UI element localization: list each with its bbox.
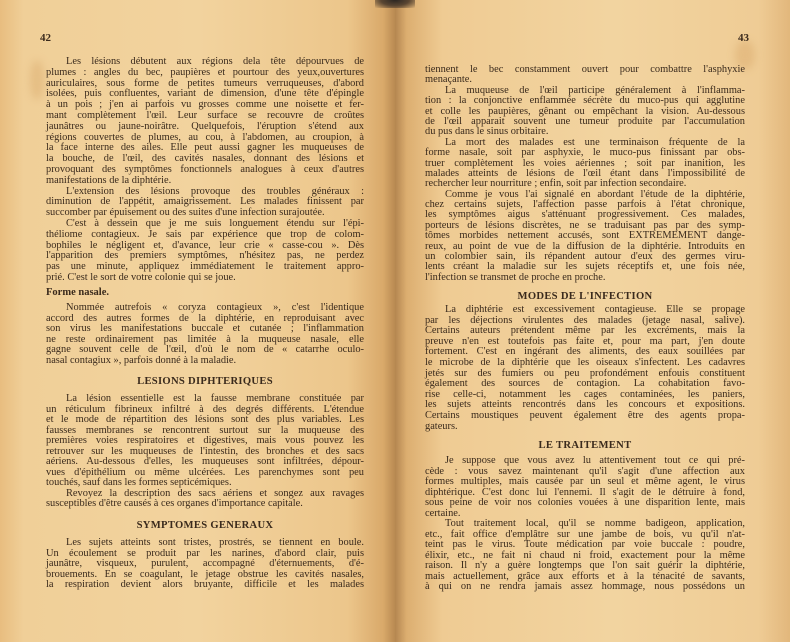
text-line: théliome contagieux. Je sais par expérience que trop de colom- [46,228,364,240]
text-line: bophiles le négligent et, d'avance, leur crie « casse-cou ». Dès [46,239,364,251]
text-line: certaine. [425,507,461,519]
text-line: C'est à dessein que je me suis longuement étendu sur l'épi- [66,217,364,229]
page-number: 43 [738,32,749,44]
text-line: plumes : angles du bec, paupières et pourtour des yeux,ouvertures [46,66,364,78]
text-line: sous peine de voir nos colonies vouées à une disparition lente, mais [425,497,745,508]
text-line: son virus les manifestations buccale et cutanée ; l'inflammation [46,323,364,334]
text-line: un colombier sain, ils répandent autour d'eux des germes viru- [425,251,745,263]
text-line: les sujets atteints rencontrés dans les concours et expositions. [425,399,745,411]
text-line: Un écoulement se produit par les narines, d'abord clair, puis [46,547,364,559]
text-line: manifestations de la diphtérie. [46,174,172,186]
text-line: brouements. En se coagulant, le jetage obstrue les cavités nasales, [46,568,364,580]
text-line: la respiration devient alors bruyante, difficile et les malades [46,579,364,591]
text-line: rechercher leur nourriture ; enfin, soit par infection secondaire. [425,178,687,190]
text-line: gateurs. [425,420,458,432]
text-line: Les lésions débutent aux régions dela tête dépourvues de [66,56,364,67]
text-line: du pus dans le sinus orbitaire. [425,126,549,138]
text-line: à qui on ne rendra jamais assez hommage, nous possédons un [425,581,745,592]
text-line: jetés sur des fumiers ou peu profondément enfouis constituent [425,367,745,379]
text-line: preuve n'en est toutefois pas faite et, pour ma part, j'en doute [425,335,745,347]
text-line: mant complètement l'œil. Leur surface se recouvre de croûtes [46,109,364,121]
text-line: teint pas le virus. Toute médication par voie buccale : poudre, [425,539,745,550]
text-line: la face interne des ailes. Elle peut aussi gagner les muqueuses de [46,142,364,154]
text-line: raison. Il n'y a guère longtemps que l'on sait guérir la diphtérie, [425,560,745,571]
text-line: la bouche, de l'œil, des cavités nasales, donnant des lésions et [46,153,364,165]
text-line: élixir, etc., ne fait ni chaud ni froid, exactement pour la même [425,549,745,561]
text-line: lents créant la maladie sur les sujets réceptifs et, une fois née, [425,261,745,273]
text-line: malades atteints de lésions de l'œil étant dans l'impossibilité de [425,167,745,179]
text-line: etc., fait office d'emplâtre sur une jambe de bois, vu qu'il n'at- [425,528,745,540]
text-block [46,538,364,591]
text-line: nasal contagiux », parfois donné à la maladie. [46,354,237,366]
text-block [46,57,364,284]
subsection-heading: Forme nasale. [46,287,109,298]
text-line: et colle les paupières, gênant ou empêchant la vision. Au-dessous [425,105,745,117]
text-line: par les déjections virulentes des malades (jetage nasal, salive). [425,314,745,326]
text-line: porteurs de lésions discrètes, ne se traduisant pas par des symp- [425,219,745,231]
text-line: gagne souvent celle de l'œil, d'où le nom de « catarrhe oculo- [46,344,364,355]
text-line: mais actuellement, grâce aux efforts et à la ténacité de savants, [425,570,745,582]
text-line: l'apparition des premiers symptômes, n'hésitez pas, ne perdez [46,250,364,262]
text-line: diphtérique. C'est donc lui l'ennemi. Il s'agit de le détruire à fond, [425,486,745,498]
text-line: Tout traitement local, qu'il se nomme badigeon, application, [445,518,745,529]
text-line: aériens. Au-dessous d'elles, les muqueuses sont infiltrées, dépour- [46,456,364,467]
text-line: Comme je vous l'ai signalé en abordant l'étude de la diphtérie, [445,188,745,200]
text-line: forme nasale, soit par asphyxie, le muco-pus finissant par obs- [425,147,745,159]
text-line: vues d'épithélium ou même ulcérées. Les parenchymes sont peu [46,466,364,478]
text-block [425,65,745,283]
section-heading: SYMPTOMES GENERAUX [136,520,274,531]
book-spine-shadow [375,0,415,8]
text-line: ne reste ordinairement pas limitée à la muqueuse nasale, elle [46,333,364,345]
text-line: reux, au point de vue de la diffusion de la diphtérie. Introduits en [425,240,745,252]
text-line: isolées, puis confluentes, variant de dimension, d'une tête d'épingle [46,88,364,100]
text-line: les symptômes aigus s'atténuant progressivement. Ces malades, [425,209,745,221]
text-line: un réticulum fibrineux infiltré à des degrés différents. L'étendue [46,403,364,415]
text-line: Certains moustiques peuvent également être des agents propa- [425,409,745,421]
text-line: de l'œil apparait souvent une tumeur produite par l'accumulation [425,115,745,127]
text-line: Je suppose que vous avez lu attentivement tout ce qui pré- [445,455,745,466]
text-line: auriculaires, sous forme de petites tumeurs verruqueuses, d'abord [46,77,364,89]
section-heading: MODES DE L'INFECTION [517,291,653,302]
text-line: Certains auteurs prétendent même par les excréments, mais la [425,325,745,337]
text-line: jaunâtre, visqueux, purulent, accompagné d'éternuements, d'é- [46,558,364,570]
text-line: La muqueuse de l'œil participe généralement à l'inflamma- [445,84,745,96]
text-line: fortement. C'est en ingérant des aliments, des eaux souillées par [425,346,745,358]
text-block [46,394,364,510]
text-line: tion : la conjonctive enflammée sécrète du muco-pus qui agglutine [425,95,745,107]
text-line: succomber par épuisement ou des suites d'une infection surajoutée. [46,207,325,219]
text-line: jaunâtres ou jaune-noirâtre. Quelquefois, l'éruption s'étend aux [46,120,364,132]
text-line: l'infection se transmet de proche en proche. [425,271,606,283]
text-line: Revoyez la description des sacs aériens et songez aux ravages [66,487,364,499]
text-line: également des sources de contagion. La cohabitation favo- [425,378,745,390]
text-line: accord des autres formes de la diphtérie, en reproduisant avec [46,312,364,324]
text-line: prié. C'est le sort de votre colonie qui se joue. [46,271,236,283]
text-line: Les sujets atteints sont tristes, prostrés, se tiennent en boule. [66,537,364,548]
text-block [425,456,745,593]
text-line: susceptibles d'être causés à ces organes d'importance capitale. [46,498,303,509]
text-line: le microbe de la diphtérie que les oiseaux s'infectent. Les cadavres [425,356,745,368]
text-line: tiennent le bec constamment ouvert pour combattre l'asphyxie [425,64,745,75]
text-line: chez certains sujets, l'affection passe parfois à l'état chronique, [425,199,745,211]
text-line: retrouver sur les muqueuses de l'intestin, des bronches et des sacs [46,445,364,457]
text-line: L'extension des lésions provoque des troubles généraux : [66,185,364,197]
text-line: truer complètement les voies aériennes ; soit par inanition, les [425,157,745,169]
page-number: 42 [40,32,51,44]
text-line: pas une minute, appliquez immédiatement le traitement appro- [46,261,364,273]
text-line: formes multiples, mais causée par un seul et même agent, le virus [425,476,745,487]
paper-stain [30,60,44,100]
text-block [425,305,745,432]
text-line: rise celle-ci, notamment les cages contaminées, les paniers, [425,388,745,400]
text-line: diminution de l'appétit, amaigrissement. Les malades finissent par [46,196,364,208]
text-line: tômes morbides nettement accusés, sont EXTREMEMENT dange- [425,230,745,242]
text-block [46,303,364,366]
text-line: menaçante. [425,74,473,86]
text-line: La diphtérie est excessivement contagieuse. Elle se propage [445,304,745,315]
section-heading: LESIONS DIPHTERIQUES [137,376,273,387]
text-line: régions couvertes de plumes, au cou, à l'abdomen, au croupion, à [46,131,364,143]
text-line: et le mode de répartition des lésions sont des plus variables. Les [46,414,364,425]
right-page [395,0,790,642]
text-line: La mort des malades est une terminaison fréquente de la [445,136,745,148]
text-line: touchés, sauf dans les formes septicémiques. [46,477,232,488]
section-heading: LE TRAITEMENT [538,440,632,451]
text-line: premières voies respiratoires et digestives, mais vous pouvez les [46,435,364,446]
text-line: fausses membranes se rencontrent surtout sur la muqueuse des [46,424,364,436]
text-line: La lésion essentielle est la fausse membrane constituée par [66,393,364,404]
text-line: Nommée autrefois « coryza contagieux », c'est l'identique [66,302,364,313]
text-line: cède : vous savez maintenant qu'il s'agit d'une affection aux [425,465,745,477]
text-line: provoquant des symptômes fonctionnels analogues à ceux d'autres [46,163,364,175]
text-line: à un pois ; j'en ai parfois vu grosses comme une noisette et fer- [46,99,364,111]
